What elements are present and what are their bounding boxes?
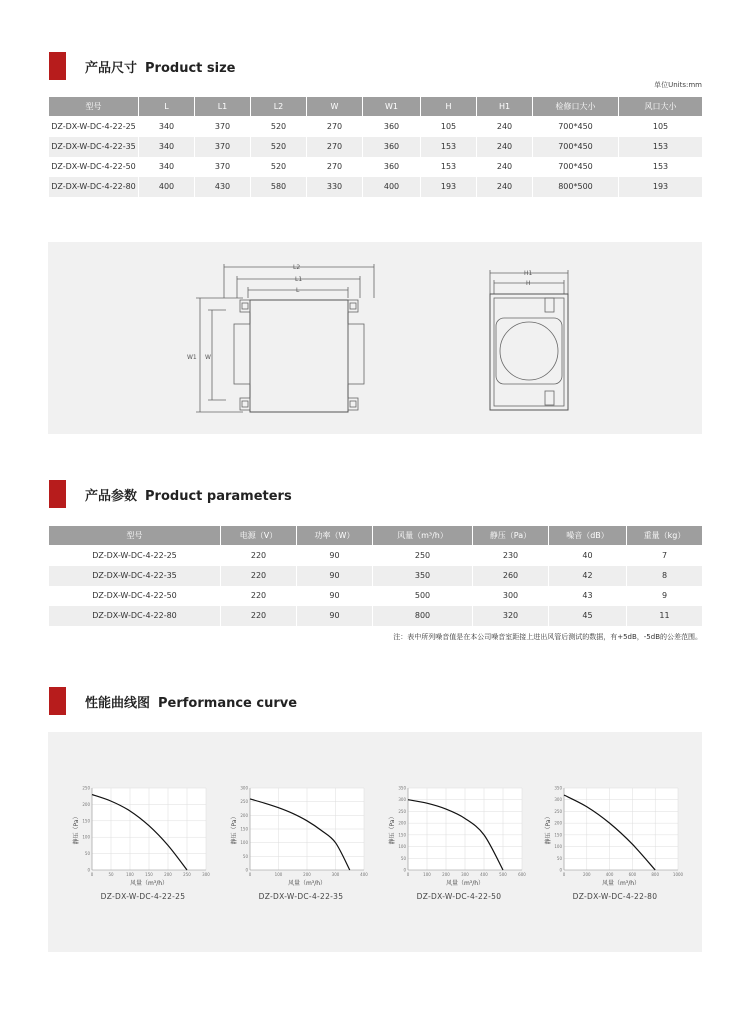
column-header: 静压（Pa）: [473, 526, 549, 546]
unit-body-front-view: [490, 294, 568, 410]
value-cell: 240: [477, 137, 533, 157]
x-axis-label: 风量（m³/h）: [445, 880, 485, 887]
value-cell: 700*450: [533, 117, 619, 137]
model-cell: DZ-DX-W-DC-4-22-80: [49, 177, 139, 197]
value-cell: 240: [477, 177, 533, 197]
curve-section-header: [49, 687, 297, 715]
model-cell: DZ-DX-W-DC-4-22-25: [49, 546, 221, 566]
column-header: 重量（kg）: [627, 526, 703, 546]
table-row: [49, 606, 703, 626]
value-cell: 220: [221, 546, 297, 566]
value-cell: 90: [297, 606, 373, 626]
value-cell: 500: [373, 586, 473, 606]
y-tick-label: 150: [398, 832, 406, 838]
size-table: [48, 96, 703, 197]
section-marker: [49, 687, 66, 715]
value-cell: 220: [221, 586, 297, 606]
y-axis-label: 静压（Pa）: [231, 813, 238, 845]
params-section-title: [85, 485, 292, 504]
performance-chart-1: [68, 782, 218, 912]
value-cell: 153: [619, 157, 703, 177]
value-cell: 360: [363, 137, 421, 157]
column-header: L1: [195, 97, 251, 117]
value-cell: 40: [549, 546, 627, 566]
value-cell: 153: [619, 137, 703, 157]
value-cell: 800*500: [533, 177, 619, 197]
y-axis-label: 静压（Pa）: [545, 813, 552, 845]
column-header: L: [139, 97, 195, 117]
x-tick-label: 250: [183, 872, 191, 877]
x-axis-label: 风量（m³/h）: [287, 880, 327, 887]
column-header: 检修口大小: [533, 97, 619, 117]
params-title-cn: 产品参数: [85, 488, 138, 504]
label-w: W: [205, 354, 211, 361]
y-tick-label: 150: [240, 826, 248, 832]
y-tick-label: 200: [554, 820, 562, 826]
value-cell: 370: [195, 117, 251, 137]
section-marker: [49, 480, 66, 508]
x-tick-label: 300: [331, 872, 340, 877]
unit-body-top-view: [250, 300, 348, 412]
y-tick-label: 50: [556, 855, 562, 861]
x-tick-label: 400: [605, 872, 614, 877]
y-tick-label: 0: [403, 867, 406, 873]
value-cell: 8: [627, 566, 703, 586]
chart-canvas-3: [384, 782, 534, 892]
value-cell: 270: [307, 117, 363, 137]
duct-opening: [500, 322, 558, 380]
label-h: H: [526, 280, 531, 287]
value-cell: 260: [473, 566, 549, 586]
value-cell: 230: [473, 546, 549, 566]
value-cell: 520: [251, 157, 307, 177]
inlet-duct: [234, 324, 250, 384]
model-cell: DZ-DX-W-DC-4-22-35: [49, 137, 139, 157]
value-cell: 340: [139, 117, 195, 137]
x-tick-label: 100: [423, 872, 431, 877]
y-tick-label: 200: [240, 812, 248, 818]
value-cell: 90: [297, 586, 373, 606]
value-cell: 520: [251, 117, 307, 137]
chart-title-4: DZ-DX-W-DC-4-22-80: [572, 892, 658, 901]
y-tick-label: 250: [554, 808, 562, 814]
y-tick-label: 100: [240, 840, 248, 846]
value-cell: 400: [363, 177, 421, 197]
chart-title-1: DZ-DX-W-DC-4-22-25: [100, 892, 186, 901]
value-cell: 220: [221, 606, 297, 626]
x-axis-label: 风量（m³/h）: [601, 880, 641, 887]
value-cell: 360: [363, 157, 421, 177]
y-tick-label: 350: [398, 785, 406, 791]
column-header: 功率（W）: [297, 526, 373, 546]
value-cell: 520: [251, 137, 307, 157]
x-tick-label: 100: [274, 872, 283, 877]
value-cell: 300: [473, 586, 549, 606]
dimension-drawing-panel: [48, 242, 702, 434]
value-cell: 153: [421, 137, 477, 157]
x-tick-label: 0: [562, 872, 566, 877]
x-tick-label: 400: [360, 872, 368, 877]
value-cell: 340: [139, 137, 195, 157]
x-tick-label: 600: [628, 872, 637, 877]
curve-title-en: Performance curve: [158, 695, 298, 711]
column-header: 风口大小: [619, 97, 703, 117]
x-tick-label: 200: [303, 872, 311, 877]
value-cell: 270: [307, 137, 363, 157]
label-l: L: [296, 287, 300, 294]
value-cell: 105: [421, 117, 477, 137]
value-cell: 153: [421, 157, 477, 177]
chart-title-2: DZ-DX-W-DC-4-22-35: [258, 892, 344, 901]
section-marker: [49, 52, 66, 80]
y-tick-label: 0: [559, 867, 562, 873]
y-tick-label: 150: [554, 832, 562, 838]
value-cell: 250: [373, 546, 473, 566]
column-header: 电源（V）: [221, 526, 297, 546]
value-cell: 430: [195, 177, 251, 197]
value-cell: 240: [477, 117, 533, 137]
value-cell: 320: [473, 606, 549, 626]
params-table: [48, 525, 703, 626]
column-header: L2: [251, 97, 307, 117]
performance-curve-panel: [48, 732, 702, 952]
value-cell: 350: [373, 566, 473, 586]
y-tick-label: 100: [82, 834, 90, 840]
value-cell: 105: [619, 117, 703, 137]
value-cell: 11: [627, 606, 703, 626]
y-tick-label: 0: [245, 867, 248, 873]
unit-note: 单位Units:mm: [654, 81, 702, 89]
column-header: 型号: [49, 97, 139, 117]
x-tick-label: 0: [90, 872, 94, 877]
column-header: 风量（m³/h）: [373, 526, 473, 546]
outlet-duct: [348, 324, 364, 384]
table-row: [49, 177, 703, 197]
y-tick-label: 300: [240, 785, 248, 791]
curve-title-cn: 性能曲线图: [85, 695, 151, 711]
column-header: H: [421, 97, 477, 117]
y-tick-label: 100: [554, 844, 562, 850]
value-cell: 193: [421, 177, 477, 197]
dimension-drawing: [48, 242, 702, 434]
value-cell: 330: [307, 177, 363, 197]
column-header: 型号: [49, 526, 221, 546]
x-tick-label: 50: [108, 872, 114, 877]
y-tick-label: 100: [398, 844, 406, 850]
table-row: [49, 137, 703, 157]
y-tick-label: 300: [398, 797, 406, 803]
x-tick-label: 1000: [672, 872, 684, 877]
model-cell: DZ-DX-W-DC-4-22-25: [49, 117, 139, 137]
value-cell: 400: [139, 177, 195, 197]
x-tick-label: 300: [202, 872, 210, 877]
model-cell: DZ-DX-W-DC-4-22-80: [49, 606, 221, 626]
label-w1: W1: [187, 354, 197, 361]
y-tick-label: 200: [398, 820, 406, 826]
chart-canvas-1: [68, 782, 218, 892]
model-cell: DZ-DX-W-DC-4-22-50: [49, 586, 221, 606]
value-cell: 45: [549, 606, 627, 626]
table-row: [49, 546, 703, 566]
y-axis-label: 静压（Pa）: [73, 813, 80, 845]
performance-chart-2: [226, 782, 376, 912]
value-cell: 90: [297, 546, 373, 566]
label-h1: H1: [524, 270, 533, 277]
params-title-en: Product parameters: [145, 488, 292, 504]
chart-canvas-4: [540, 782, 690, 892]
y-tick-label: 250: [398, 808, 406, 814]
value-cell: 370: [195, 137, 251, 157]
plot-area: [564, 788, 678, 870]
y-tick-label: 300: [554, 797, 562, 803]
y-tick-label: 0: [87, 867, 90, 873]
performance-chart-3: [384, 782, 534, 912]
column-header: 噪音（dB）: [549, 526, 627, 546]
y-tick-label: 250: [82, 785, 90, 791]
y-tick-label: 250: [240, 799, 248, 805]
y-axis-label: 静压（Pa）: [389, 813, 396, 845]
x-tick-label: 100: [126, 872, 134, 877]
size-title-en: Product size: [145, 60, 236, 76]
value-cell: 193: [619, 177, 703, 197]
value-cell: 43: [549, 586, 627, 606]
value-cell: 42: [549, 566, 627, 586]
x-tick-label: 200: [164, 872, 172, 877]
x-tick-label: 500: [499, 872, 507, 877]
column-header: H1: [477, 97, 533, 117]
value-cell: 700*450: [533, 157, 619, 177]
table-row: [49, 586, 703, 606]
chart-canvas-2: [226, 782, 376, 892]
size-title-cn: 产品尺寸: [85, 60, 138, 76]
x-tick-label: 400: [480, 872, 488, 877]
label-l2: L2: [293, 264, 301, 271]
y-tick-label: 50: [242, 853, 248, 859]
x-tick-label: 200: [582, 872, 591, 877]
y-tick-label: 350: [554, 785, 562, 791]
value-cell: 9: [627, 586, 703, 606]
x-tick-label: 200: [442, 872, 450, 877]
column-header: W: [307, 97, 363, 117]
model-cell: DZ-DX-W-DC-4-22-35: [49, 566, 221, 586]
y-tick-label: 50: [84, 851, 90, 857]
value-cell: 7: [627, 546, 703, 566]
duct-flange: [496, 318, 562, 384]
value-cell: 240: [477, 157, 533, 177]
model-cell: DZ-DX-W-DC-4-22-50: [49, 157, 139, 177]
value-cell: 340: [139, 157, 195, 177]
label-l1: L1: [295, 276, 303, 283]
x-tick-label: 300: [461, 872, 469, 877]
x-tick-label: 600: [518, 872, 526, 877]
size-section-header: [49, 52, 235, 80]
x-tick-label: 800: [651, 872, 660, 877]
y-tick-label: 200: [82, 801, 90, 807]
curve-section-title: [85, 692, 297, 711]
size-section-title: [85, 57, 235, 76]
x-tick-label: 0: [248, 872, 252, 877]
value-cell: 700*450: [533, 137, 619, 157]
noise-footnote: 注：表中所列噪音值是在本公司噪音室距接上进出风管后测试的数据，有+5dB，-5dB的公差范围。: [393, 633, 702, 641]
value-cell: 800: [373, 606, 473, 626]
params-section-header: [49, 480, 292, 508]
table-row: [49, 566, 703, 586]
value-cell: 360: [363, 117, 421, 137]
value-cell: 90: [297, 566, 373, 586]
value-cell: 220: [221, 566, 297, 586]
value-cell: 370: [195, 157, 251, 177]
x-tick-label: 0: [406, 872, 410, 877]
chart-title-3: DZ-DX-W-DC-4-22-50: [416, 892, 502, 901]
x-tick-label: 150: [145, 872, 153, 877]
performance-chart-4: [540, 782, 690, 912]
y-tick-label: 150: [82, 818, 90, 824]
column-header: W1: [363, 97, 421, 117]
value-cell: 580: [251, 177, 307, 197]
table-row: [49, 157, 703, 177]
y-tick-label: 50: [400, 855, 406, 861]
x-axis-label: 风量（m³/h）: [129, 880, 169, 887]
value-cell: 270: [307, 157, 363, 177]
table-row: [49, 117, 703, 137]
